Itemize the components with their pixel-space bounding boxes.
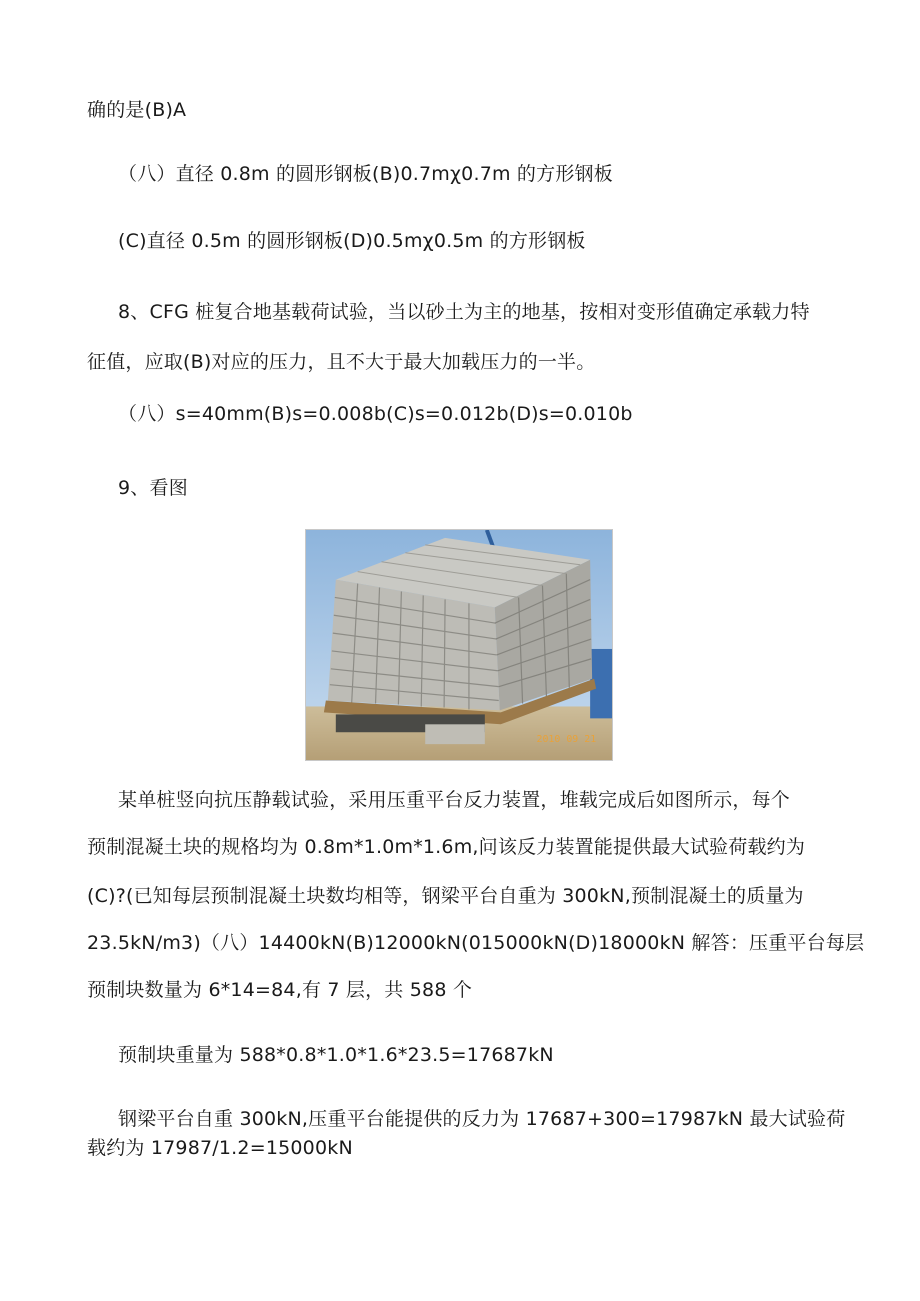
text-line-12: 预制块数量为 6*14=84,有 7 层，共 588 个: [87, 979, 473, 1001]
text-line-9: 预制混凝土块的规格均为 0.8m*1.0m*1.6m,问该反力装置能提供最大试验荷载约为: [87, 836, 806, 858]
photo-illustration: [306, 530, 612, 760]
photo-date-stamp: 2010 09 21: [536, 734, 597, 746]
text-line-6: （八）s=40mm(B)s=0.008b(C)s=0.012b(D)s=0.010b: [118, 403, 633, 425]
concrete-block-stack-photo: [305, 529, 613, 761]
text-line-11: 23.5kN/m3)（八）14400kN(B)12000kN(015000kN(D)18000kN 解答：压重平台每层: [87, 932, 865, 954]
text-line-7: 9、看图: [118, 477, 188, 499]
text-line-13: 预制块重量为 588*0.8*1.0*1.6*23.5=17687kN: [118, 1044, 554, 1066]
text-line-2: （八）直径 0.8m 的圆形钢板(B)0.7mχ0.7m 的方形钢板: [118, 163, 613, 185]
text-line-5: 征值，应取(B)对应的压力，且不大于最大加载压力的一半。: [87, 351, 596, 373]
text-line-1: 确的是(B)A: [87, 99, 187, 121]
text-line-10: (C)?(已知每层预制混凝土块数均相等，钢梁平台自重为 300kN,预制混凝土的质量为: [87, 885, 804, 907]
text-line-15: 载约为 17987/1.2=15000kN: [87, 1137, 353, 1159]
text-line-4: 8、CFG 桩复合地基载荷试验，当以砂土为主的地基，按相对变形值确定承载力特: [118, 301, 810, 323]
text-line-3: (C)直径 0.5m 的圆形钢板(D)0.5mχ0.5m 的方形钢板: [118, 230, 586, 252]
text-line-8: 某单桩竖向抗压静载试验，采用压重平台反力装置，堆载完成后如图所示，每个: [118, 789, 791, 811]
text-line-14: 钢梁平台自重 300kN,压重平台能提供的反力为 17687+300=17987kN 最大试验荷: [118, 1108, 846, 1130]
